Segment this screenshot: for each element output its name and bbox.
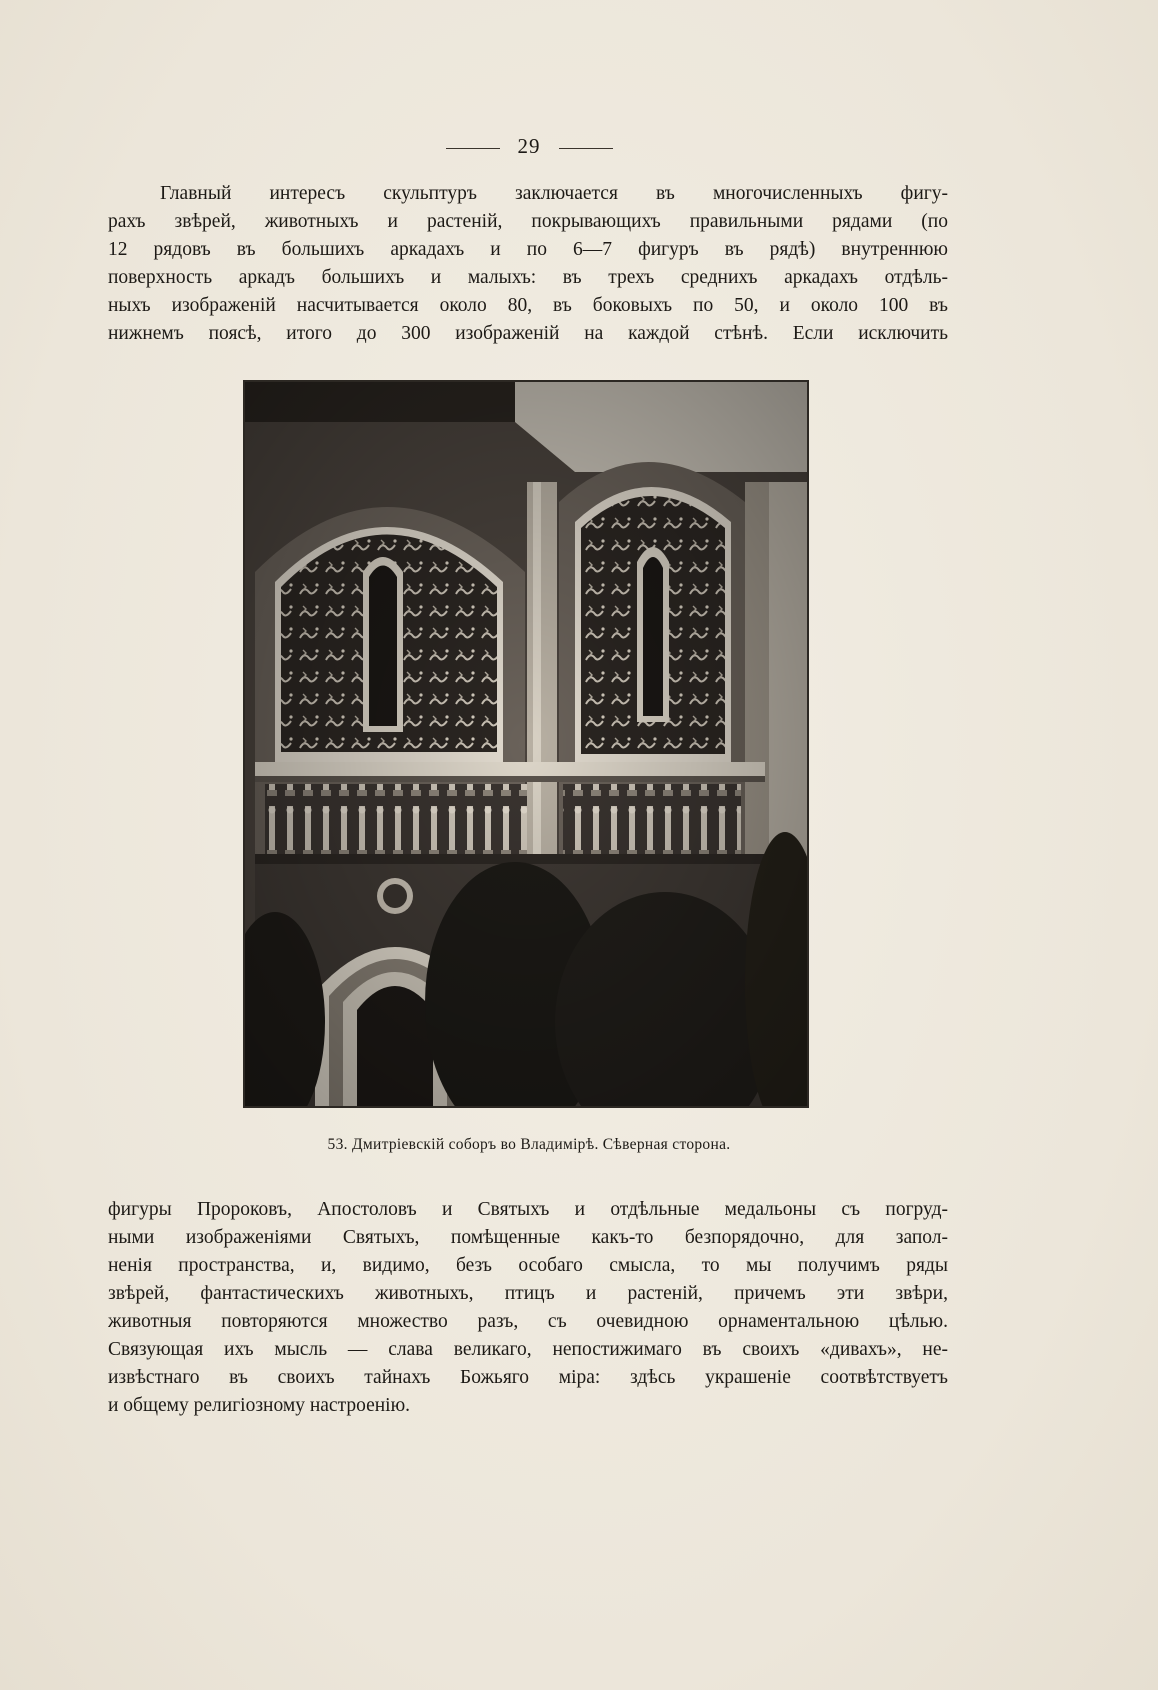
text-line: нижнемъ поясѣ, итого до 300 изображеній на каждой стѣнѣ. Если исключить	[108, 323, 948, 344]
text-line: и общему религіозному настроенію.	[108, 1395, 411, 1416]
text-line: поверхность аркадъ большихъ и малыхъ: въ трехъ среднихъ аркадахъ отдѣль-	[108, 267, 948, 288]
text-line: ненія пространства, и, видимо, безъ особаго смысла, то мы получимъ ряды	[108, 1255, 948, 1276]
text-line: рахъ звѣрей, животныхъ и растеній, покрывающихъ правильными рядами (по	[108, 211, 948, 232]
text-line: животныя повторяются множество разъ, съ очевидною орнаментальною цѣлью.	[108, 1311, 948, 1332]
page-number-header	[0, 134, 1058, 159]
text-line: ныхъ изображеній насчитывается около 80, въ боковыхъ по 50, и около 100 въ	[108, 295, 948, 316]
text-line: Связующая ихъ мысль — слава великаго, непостижимаго въ своихъ «дивахъ», не-	[108, 1339, 948, 1360]
text-line: ными изображеніями Святыхъ, помѣщенные какъ-то безпорядочно, для запол-	[108, 1227, 948, 1248]
paragraph-top	[108, 180, 948, 348]
text-line: Главный интересъ скульптуръ заключается въ многочисленныхъ фигу-	[160, 183, 948, 204]
text-line: 12 рядовъ въ большихъ аркадахъ и по 6—7 фигуръ въ рядѣ) внутреннюю	[108, 239, 948, 260]
text-line: фигуры Пророковъ, Апостоловъ и Святыхъ и отдѣльные медальоны съ погруд-	[108, 1199, 948, 1220]
page-number-rule-left	[446, 148, 500, 149]
page-number-rule-right	[559, 148, 613, 149]
text-line: извѣстнаго въ своихъ тайнахъ Божьяго міра: здѣсь украшеніе соотвѣтствуетъ	[108, 1367, 948, 1388]
figure-caption: 53. Дмитріевскій соборъ во Владимірѣ. Сѣверная сторона.	[327, 1136, 731, 1153]
cathedral-photograph	[243, 380, 809, 1108]
paragraph-bottom	[108, 1196, 948, 1420]
text-line: звѣрей, фантастическихъ животныхъ, птицъ и растеній, причемъ эти звѣри,	[108, 1283, 948, 1304]
page-number: 29	[517, 134, 541, 158]
